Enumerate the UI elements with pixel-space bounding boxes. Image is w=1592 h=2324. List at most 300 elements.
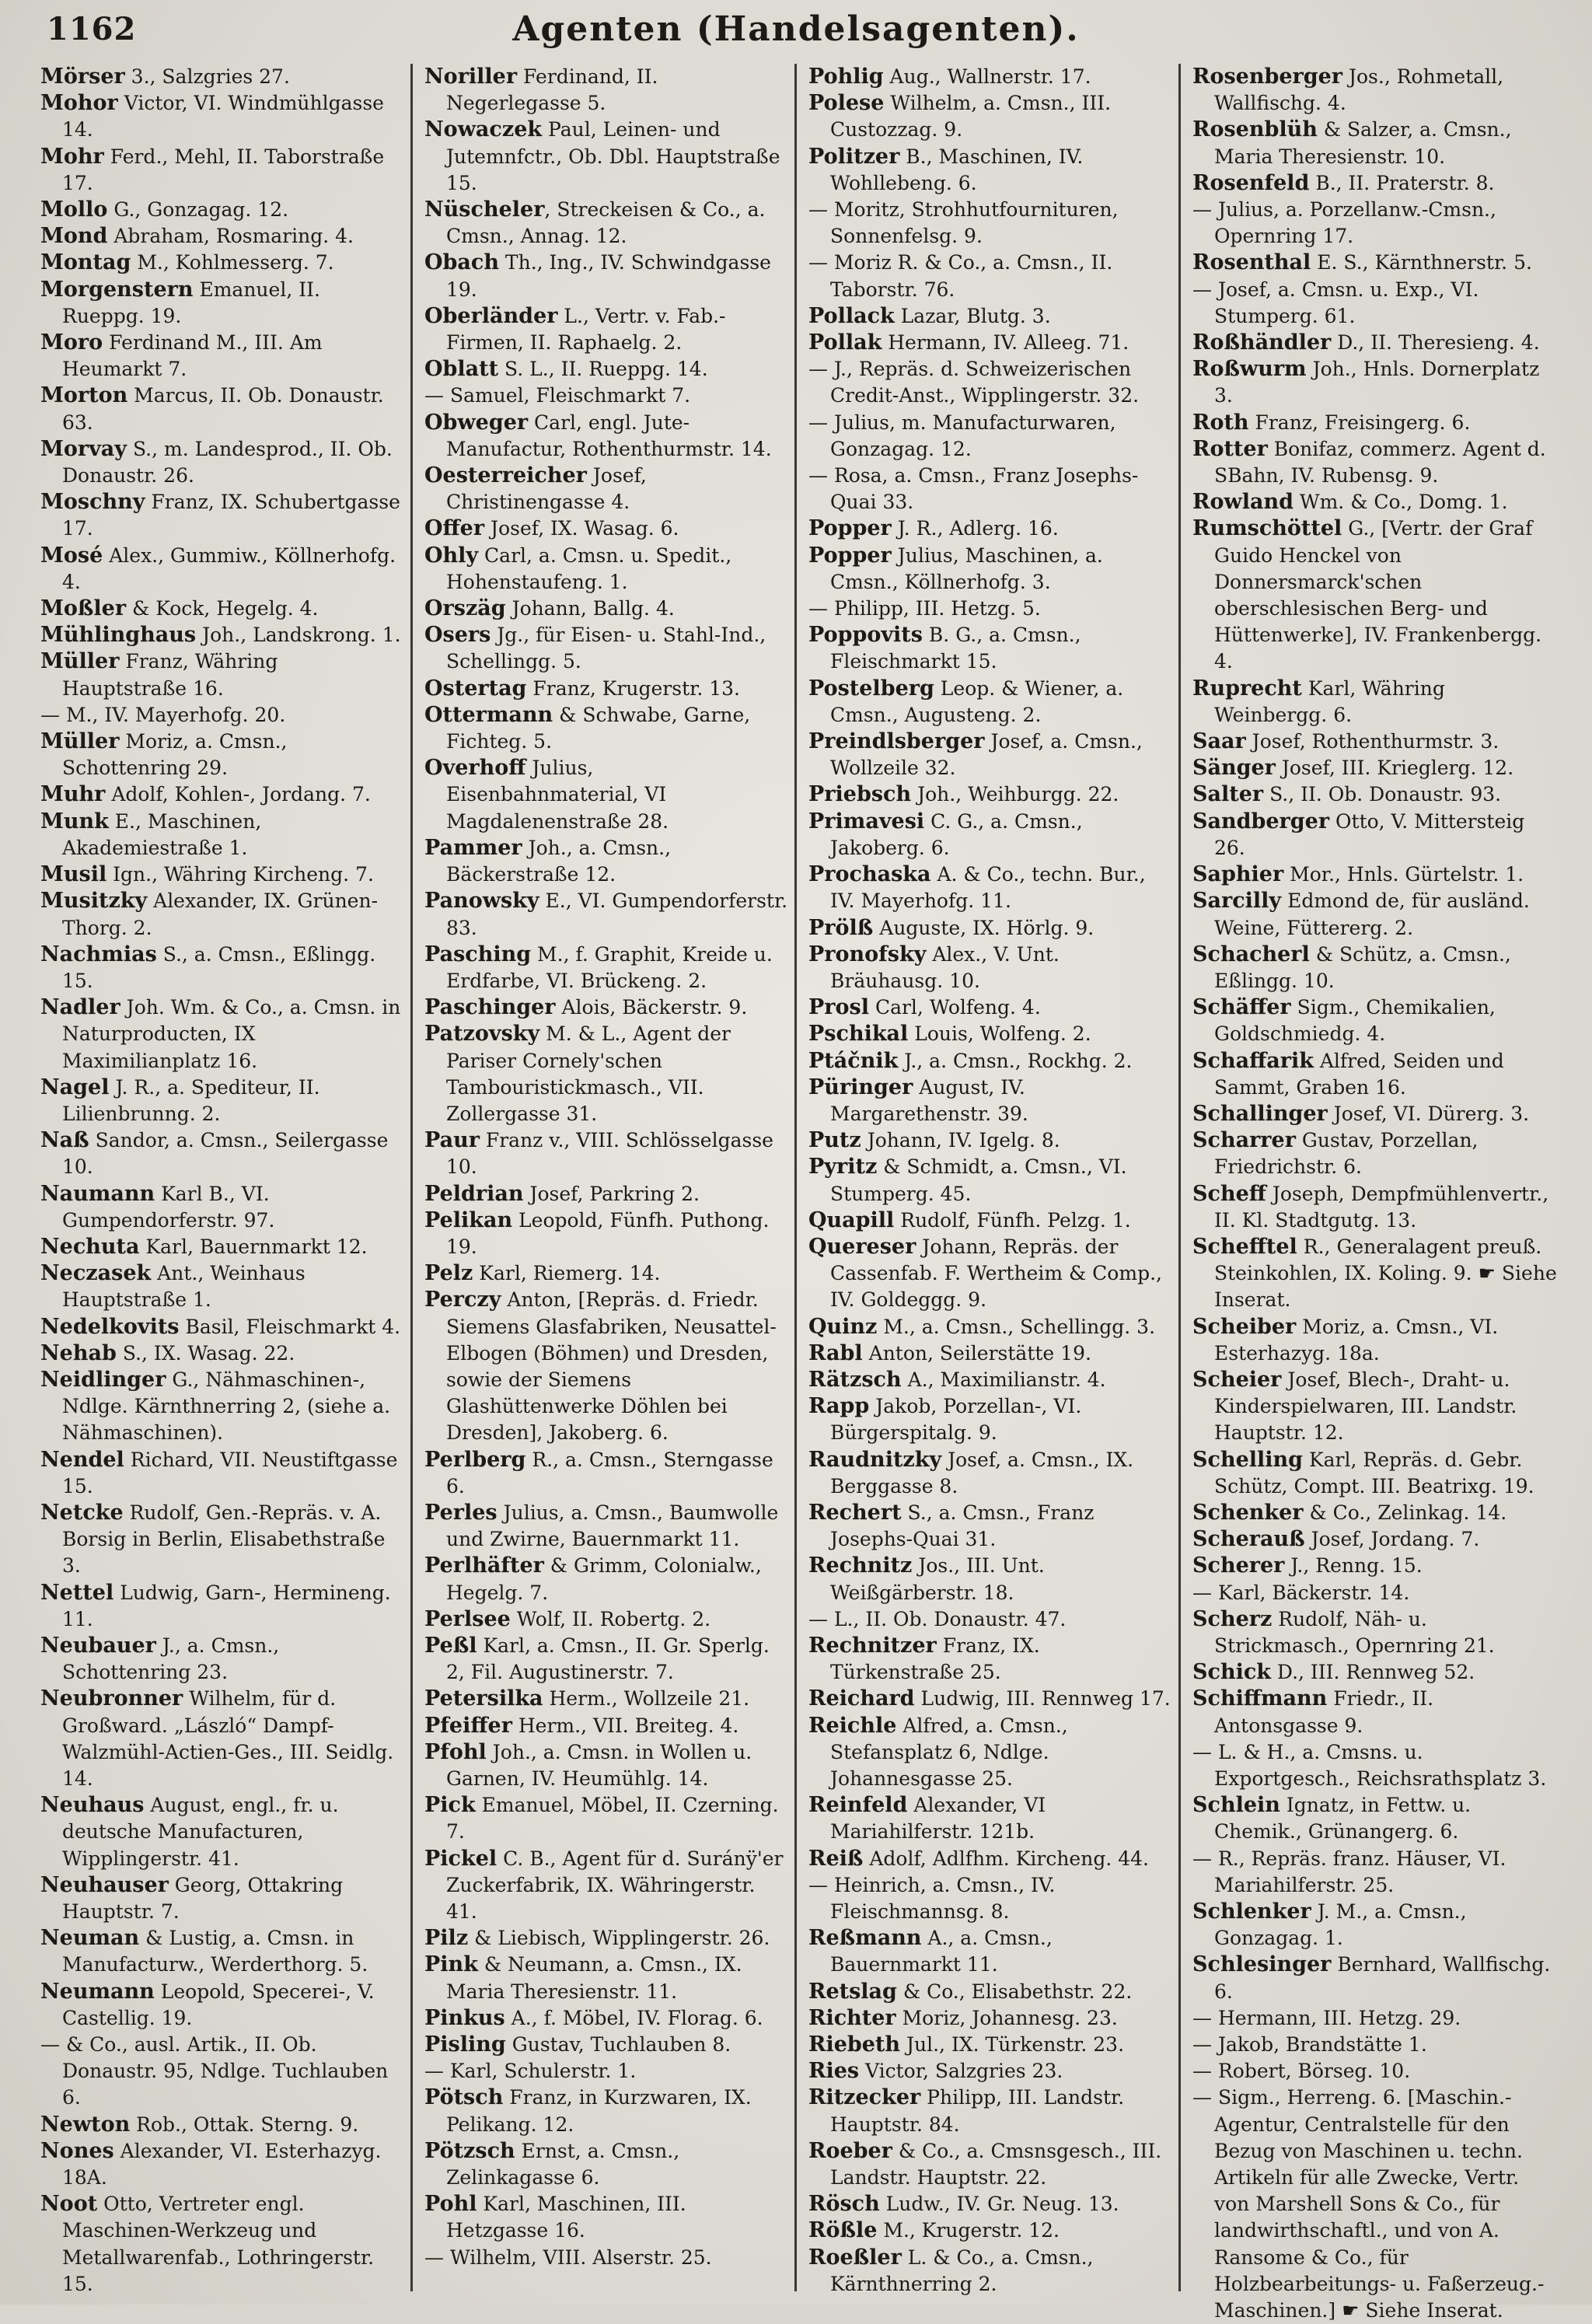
- entry-details: Franz, Freisingerg. 6.: [1248, 411, 1471, 434]
- entry-details: Alex., Gummiw., Köllnerhofg. 4.: [62, 543, 396, 593]
- entry-details: B., Maschinen, IV. Wohllebeng. 6.: [830, 145, 1084, 194]
- directory-entry: [40, 729, 406, 781]
- directory-entry: [808, 64, 1174, 90]
- entry-details: Rudolf, Gen.-Repräs. v. A. Borsig in Berlin, Elisabethstraße 3.: [62, 1501, 386, 1578]
- entry-details: J., a. Cmsn., Rockhg. 2.: [898, 1049, 1133, 1072]
- entry-details: Rudolf, Fünfh. Pelzg. 1.: [894, 1208, 1131, 1232]
- directory-entry: [1192, 410, 1558, 436]
- entry-details: Johann, Ballg. 4.: [505, 597, 675, 620]
- entry-details: Leop. & Wiener, a. Cmsn., Augusteng. 2.: [830, 676, 1124, 726]
- directory-entry: [1192, 117, 1558, 169]
- column-rule: [410, 64, 413, 2291]
- entry-details: Bernhard, Wallfischg. 6.: [1214, 1953, 1551, 2003]
- entry-details: L. & Co., a. Cmsn., Kärnthnerring 2.: [830, 2245, 1094, 2295]
- entry-name: Rechnitz: [808, 1553, 913, 1578]
- entry-name: Nedelkovits: [40, 1314, 180, 1339]
- entry-name: Rotter: [1192, 436, 1268, 461]
- entry-name: Roth: [1192, 410, 1249, 435]
- entry-details: Jos., Rohmetall, Wallfischg. 4.: [1214, 65, 1504, 115]
- entry-name: Osers: [424, 623, 491, 648]
- directory-entry: [40, 64, 406, 90]
- entry-name: Rowland: [1192, 490, 1294, 515]
- directory-entry: [40, 1580, 406, 1633]
- entry-details: Leopold, Fünfh. Puthong. 19.: [446, 1208, 770, 1258]
- directory-entry: [424, 1633, 790, 1686]
- directory-entry: [40, 1979, 406, 2032]
- entry-name: Neubronner: [40, 1686, 183, 1711]
- entry-details: Aug., Wallnerstr. 17.: [883, 65, 1091, 88]
- entry-name: Pinkus: [424, 2005, 505, 2030]
- directory-entry: [424, 2138, 790, 2191]
- directory-entry: [424, 1686, 790, 1712]
- entry-details: Ludw., IV. Gr. Neug. 13.: [879, 2193, 1119, 2216]
- entry-details: S. L., II. Rueppg. 14.: [498, 358, 708, 381]
- entry-name: Nüscheler: [424, 197, 545, 222]
- entry-name: Rosenblüh: [1192, 117, 1318, 142]
- directory-entry: [808, 1925, 1174, 1978]
- entry-details: Johann, IV. Igelg. 8.: [861, 1129, 1060, 1152]
- entry-details: Karl, Maschinen, III. Hetzgasse 16.: [446, 2193, 686, 2242]
- directory-entry: [808, 1713, 1174, 1793]
- entry-details: Richard, VII. Neustiftgasse 15.: [62, 1448, 398, 1497]
- directory-entry: [808, 596, 1174, 622]
- directory-entry: [424, 1925, 790, 1952]
- entry-details: Victor, Salzgries 23.: [859, 2060, 1063, 2083]
- entry-details: Carl, a. Cmsn. u. Spedit., Hohenstaufeng. 1.: [446, 543, 732, 593]
- entry-details: M., a. Cmsn., Schellingg. 3.: [877, 1315, 1156, 1338]
- entry-name: Rößle: [808, 2218, 878, 2243]
- entry-details: Ludwig, III. Rennweg 17.: [914, 1687, 1171, 1711]
- entry-details: Alexander, IX. Grünen-Thorg. 2.: [62, 889, 379, 939]
- entry-details: Ignatz, in Fettw. u. Chemik., Grünangerg. 6.: [1214, 1794, 1472, 1843]
- entry-name: Mörser: [40, 65, 125, 89]
- entry-name: Rechnitzer: [808, 1633, 937, 1658]
- entry-details: Alois, Bäckerstr. 9.: [555, 996, 748, 1019]
- directory-entry: [424, 1846, 790, 1926]
- entry-details: Jg., für Eisen- u. Stahl-Ind., Schellingg. 5.: [446, 624, 766, 673]
- entry-details: S., m. Landesprod., II. Ob. Donaustr. 26.: [62, 437, 393, 488]
- directory-entry: [40, 1925, 406, 1978]
- entry-details: E., Maschinen, Akademiestraße 1.: [62, 809, 262, 859]
- entry-name: Peßl: [424, 1633, 477, 1658]
- entry-details: Karl, Währing Weinbergg. 6.: [1214, 676, 1445, 726]
- directory-entry: [424, 1287, 790, 1446]
- entry-details: L., Vertr. v. Fab.-Firmen, II. Raphaelg. 2.: [446, 304, 726, 355]
- entry-name: Preindlsberger: [808, 729, 985, 754]
- entry-name: Scherer: [1192, 1553, 1285, 1578]
- directory-entry: [424, 1792, 790, 1845]
- entry-details: Jos., III. Unt. Weißgärberstr. 18.: [830, 1554, 1045, 1604]
- directory-entry: [40, 1792, 406, 1872]
- directory-entry: [808, 915, 1174, 942]
- entry-name: Noriller: [424, 65, 518, 89]
- directory-entry: [1192, 64, 1558, 117]
- entry-name: Mosé: [40, 543, 103, 568]
- directory-entry: [1192, 356, 1558, 409]
- entry-details: J. R., Adlerg. 16.: [891, 517, 1059, 540]
- directory-entry: [808, 543, 1174, 596]
- directory-entry: [424, 1181, 790, 1207]
- directory-entry: [808, 1606, 1174, 1633]
- entry-details: August, IV. Margarethenstr. 39.: [830, 1075, 1028, 1125]
- entry-name: Pammer: [424, 835, 522, 860]
- directory-entry: [808, 1127, 1174, 1154]
- entry-details: Louis, Wolfeng. 2.: [908, 1022, 1091, 1046]
- entry-details: — Rosa, a. Cmsn., Franz Josephs-Quai 33.: [808, 464, 1139, 514]
- entry-details: Franz, IX. Schubertgasse 17.: [62, 491, 400, 540]
- entry-details: J. M., a. Cmsn., Gonzagag. 1.: [1214, 1900, 1467, 1950]
- entry-name: Muhr: [40, 782, 106, 807]
- directory-entry: [40, 543, 406, 596]
- directory-entry: [40, 1181, 406, 1234]
- directory-entry: [1192, 1127, 1558, 1180]
- entry-name: Ries: [808, 2059, 860, 2084]
- directory-entry: [1192, 489, 1558, 515]
- entry-details: — Moriz R. & Co., a. Cmsn., II. Taborstr. 76.: [808, 251, 1113, 301]
- entry-name: Newton: [40, 2112, 131, 2137]
- entry-name: Reiß: [808, 1846, 864, 1871]
- directory-entry: [808, 303, 1174, 330]
- entry-name: Quapill: [808, 1207, 895, 1232]
- directory-entry: [424, 1739, 790, 1792]
- entry-details: Auguste, IX. Hörlg. 9.: [873, 916, 1094, 939]
- directory-entry: [1192, 515, 1558, 675]
- directory-entry: [808, 1792, 1174, 1845]
- entry-details: — Hermann, III. Hetzg. 29.: [1192, 2006, 1461, 2029]
- entry-details: — J., Repräs. d. Schweizerischen Credit-Anst., Wipplingerstr. 32.: [808, 358, 1140, 407]
- directory-entry: [40, 596, 406, 622]
- directory-entry: [808, 2058, 1174, 2085]
- entry-name: Oesterreicher: [424, 463, 587, 488]
- directory-entry: [40, 436, 406, 489]
- directory-entry: [424, 1713, 790, 1739]
- directory-entry: [40, 702, 406, 729]
- directory-entry: [424, 1021, 790, 1127]
- entry-name: Pollak: [808, 330, 882, 355]
- entry-name: Panowsky: [424, 889, 539, 914]
- directory-entry: [40, 2032, 406, 2112]
- entry-details: — Wilhelm, VIII. Alserstr. 25.: [424, 2245, 712, 2269]
- entry-details: Otto, Vertreter engl. Maschinen-Werkzeug und Metallwarenfab., Lothringerstr. 15.: [62, 2193, 375, 2295]
- entry-name: Rapp: [808, 1394, 870, 1419]
- directory-entry: [808, 1633, 1174, 1686]
- entry-details: M., Krugerstr. 12.: [877, 2219, 1060, 2242]
- entry-details: Josef, Christinengasse 4.: [446, 464, 647, 514]
- directory-entry: [424, 117, 790, 197]
- entry-details: Gustav, Tuchlauben 8.: [505, 2033, 731, 2057]
- entry-name: Pink: [424, 1952, 478, 1977]
- entry-details: D., II. Theresieng. 4.: [1331, 331, 1540, 355]
- directory-entry: [40, 809, 406, 861]
- entry-name: Peldrian: [424, 1181, 524, 1206]
- directory-entry: [424, 515, 790, 542]
- entry-details: Franz, Krugerstr. 13.: [526, 676, 740, 700]
- directory-entry: [1192, 1048, 1558, 1101]
- entry-name: Moßler: [40, 596, 127, 621]
- directory-entry: [424, 2191, 790, 2244]
- entry-details: Wilhelm, für d. Großward. „László“ Dampf-Walzmühl-Actien-Ges., III. Seidlg. 14.: [62, 1687, 394, 1790]
- directory-entry: [424, 702, 790, 755]
- directory-entry: [1192, 994, 1558, 1047]
- entry-name: Sänger: [1192, 756, 1276, 781]
- entry-details: Josef, Rothenthurmstr. 3.: [1245, 730, 1499, 753]
- entry-details: Josef, IX. Wasag. 6.: [484, 517, 679, 540]
- directory-entry: [808, 1553, 1174, 1606]
- entry-name: Reichard: [808, 1686, 915, 1711]
- entry-name: Poppovits: [808, 623, 923, 648]
- entry-details: Edmond de, für ausländ. Weine, Füttererg. 2.: [1214, 889, 1530, 939]
- entry-details: M. & L., Agent der Pariser Cornely'schen Tambouristickmasch., VII. Zollergasse 31.: [446, 1022, 731, 1125]
- column-rule: [794, 64, 797, 2291]
- entry-details: J., Renng. 15.: [1284, 1554, 1423, 1578]
- directory-entry: [40, 2191, 406, 2298]
- directory-entry: [808, 463, 1174, 515]
- entry-name: Ostertag: [424, 676, 527, 701]
- directory-entry: [808, 2245, 1174, 2298]
- entry-details: & Salzer, a. Cmsn., Maria Theresienstr. 10.: [1214, 118, 1512, 168]
- entry-name: Ohly: [424, 543, 479, 568]
- directory-entry: [424, 2058, 790, 2085]
- entry-name: Rabl: [808, 1340, 863, 1365]
- entry-details: J., a. Cmsn., Schottenring 23.: [62, 1634, 280, 1684]
- directory-entry: [40, 861, 406, 888]
- entry-details: & Liebisch, Wipplingerstr. 26.: [468, 1927, 770, 1950]
- entry-name: Sandberger: [1192, 809, 1330, 833]
- entry-name: Naumann: [40, 1181, 155, 1206]
- directory-entry: [40, 2112, 406, 2138]
- entry-name: Nones: [40, 2138, 114, 2163]
- directory-entry: [808, 250, 1174, 302]
- entry-details: , Streckeisen & Co., a. Cmsn., Annag. 12.: [446, 198, 766, 248]
- entry-name: Pollack: [808, 303, 895, 328]
- directory-entry: [808, 90, 1174, 143]
- directory-entry: [1192, 755, 1558, 781]
- directory-entry: [424, 676, 790, 702]
- entry-details: Otto, V. Mittersteig 26.: [1214, 809, 1525, 859]
- directory-entry: [808, 1154, 1174, 1207]
- entry-details: Franz, in Kurzwaren, IX. Pelikang. 12.: [446, 2086, 752, 2136]
- entry-name: Sarcilly: [1192, 889, 1282, 914]
- directory-entry: [40, 1314, 406, 1340]
- entry-details: Josef, a. Cmsn., IX. Berggasse 8.: [830, 1448, 1134, 1497]
- directory-entry: [1192, 2032, 1558, 2058]
- entry-name: Nagel: [40, 1075, 110, 1099]
- directory-entry: [1192, 1899, 1558, 1952]
- entry-details: Joh., a. Cmsn. in Wollen u. Garnen, IV. Heumühlg. 14.: [446, 1740, 752, 1790]
- entry-details: Bonifaz, commerz. Agent d. SBahn, IV. Rubensg. 9.: [1214, 437, 1546, 488]
- entry-details: D., III. Rennweg 52.: [1270, 1661, 1475, 1684]
- directory-entry: [808, 1872, 1174, 1925]
- entry-details: Josef, a. Cmsn., Wollzeile 32.: [830, 730, 1143, 780]
- directory-entry: [808, 1500, 1174, 1553]
- directory-entry: [40, 330, 406, 383]
- entry-details: S., IX. Wasag. 22.: [116, 1341, 295, 1365]
- entry-details: Julius, Eisenbahnmaterial, VI Magdalenenstraße 28.: [446, 757, 669, 833]
- directory-entry: [424, 1952, 790, 2004]
- entry-name: Nowaczek: [424, 117, 543, 142]
- entry-details: Moriz, a. Cmsn., VI. Esterhazyg. 18a.: [1214, 1315, 1499, 1365]
- directory-entry: [40, 1127, 406, 1180]
- entry-name: Schenker: [1192, 1500, 1304, 1525]
- entry-name: Prosl: [808, 995, 869, 1020]
- entry-details: Jakob, Porzellan-, VI. Bürgerspitalg. 9.: [830, 1395, 1082, 1445]
- directory-entry: [40, 489, 406, 542]
- entry-name: Pohlig: [808, 65, 884, 89]
- entry-details: & Schwabe, Garne, Fichteg. 5.: [446, 703, 751, 753]
- entry-name: Ruprecht: [1192, 676, 1302, 701]
- entry-details: — R., Repräs. franz. Häuser, VI. Mariahilferstr. 25.: [1192, 1847, 1506, 1896]
- directory-entry: [424, 1606, 790, 1633]
- entry-name: Morvay: [40, 436, 127, 461]
- entry-name: Schlein: [1192, 1793, 1280, 1818]
- entry-details: Friedr., II. Antonsgasse 9.: [1214, 1687, 1434, 1737]
- entry-name: Mühlinghaus: [40, 623, 197, 648]
- entry-details: Georg, Ottakring Hauptstr. 7.: [62, 1873, 344, 1924]
- directory-entry: [1192, 781, 1558, 808]
- entry-name: Obweger: [424, 410, 529, 435]
- entry-details: Karl, Riemerg. 14.: [473, 1262, 661, 1285]
- directory-entry: [424, 410, 790, 463]
- entry-details: Herm., Wollzeile 21.: [543, 1687, 750, 1711]
- entry-details: Marcus, II. Ob. Donaustr. 63.: [62, 384, 384, 434]
- entry-name: Oblatt: [424, 357, 499, 382]
- entry-name: Munk: [40, 809, 109, 833]
- entry-name: Scheff: [1192, 1181, 1266, 1206]
- entry-name: Rumschöttel: [1192, 516, 1342, 541]
- directory-entry: [808, 2032, 1174, 2058]
- directory-entry: [808, 1234, 1174, 1314]
- entry-details: & Schütz, a. Cmsn., Eßlingg. 10.: [1214, 942, 1511, 992]
- entry-details: Karl, Bauernmarkt 12.: [139, 1235, 368, 1258]
- directory-entry: [808, 1048, 1174, 1075]
- entry-name: Mohor: [40, 91, 118, 116]
- directory-entry: [808, 2217, 1174, 2244]
- column-3: [808, 64, 1174, 2295]
- entry-name: Pötsch: [424, 2085, 504, 2110]
- entry-name: Pronofsky: [808, 942, 927, 966]
- directory-entry: [1192, 1101, 1558, 1127]
- entry-details: & Grimm, Colonialw., Hegelg. 7.: [446, 1554, 762, 1604]
- directory-entry: [808, 861, 1174, 914]
- entry-details: Lazar, Blutg. 3.: [894, 304, 1051, 327]
- entry-details: — M., IV. Mayerhofg. 20.: [40, 703, 286, 726]
- entry-details: A., a. Cmsn., Bauernmarkt 11.: [830, 1927, 1053, 1976]
- entry-details: & Co., a. Cmsnsgesch., III. Landstr. Hauptstr. 22.: [830, 2139, 1162, 2189]
- entry-details: & Lustig, a. Cmsn. in Manufacturw., Werderthorg. 5.: [62, 1927, 368, 1976]
- entry-details: S., II. Ob. Donaustr. 93.: [1263, 783, 1502, 806]
- directory-entry: [1192, 676, 1558, 729]
- directory-entry: [424, 356, 790, 383]
- entry-name: Pilz: [424, 1926, 469, 1951]
- directory-entry: [808, 622, 1174, 675]
- directory-entry: [40, 144, 406, 197]
- entry-name: Perlberg: [424, 1447, 526, 1472]
- directory-entry: [40, 223, 406, 250]
- directory-entry: [1192, 809, 1558, 861]
- running-head: Agenten (Handelsagenten).: [512, 9, 1080, 49]
- entry-name: Postelberg: [808, 676, 934, 701]
- entry-name: Popper: [808, 543, 892, 568]
- entry-name: Orszäg: [424, 596, 506, 621]
- directory-entry: [424, 1260, 790, 1287]
- entry-name: Püringer: [808, 1075, 913, 1099]
- directory-entry: [1192, 888, 1558, 941]
- entry-name: Pfeiffer: [424, 1713, 512, 1738]
- entry-details: August, engl., fr. u. deutsche Manufacturen, Wipplingerstr. 41.: [62, 1794, 339, 1870]
- directory-entry: [808, 410, 1174, 463]
- directory-entry: [424, 2245, 790, 2271]
- directory-entry: [1192, 1686, 1558, 1739]
- entry-name: Schlesinger: [1192, 1952, 1332, 1977]
- directory-entry: [40, 1500, 406, 1580]
- directory-entry: [424, 2085, 790, 2137]
- entry-details: Joh., a. Cmsn., Bäckerstraße 12.: [446, 836, 672, 886]
- directory-entry: [1192, 2085, 1558, 2324]
- directory-entry: [1192, 1234, 1558, 1314]
- entry-details: Sigm., Chemikalien, Goldschmiedg. 4.: [1214, 996, 1496, 1046]
- directory-entry: [1192, 1739, 1558, 1792]
- directory-entry: [40, 648, 406, 701]
- entry-details: — Heinrich, a. Cmsn., IV. Fleischmannsg. 8.: [808, 1873, 1056, 1924]
- entry-details: Wolf, II. Robertg. 2.: [510, 1607, 711, 1630]
- directory-entry: [808, 356, 1174, 409]
- directory-entry: [1192, 1553, 1558, 1579]
- entry-details: — Karl, Schulerstr. 1.: [424, 2060, 637, 2083]
- entry-name: Pohl: [424, 2192, 477, 2217]
- directory-entry: [808, 1393, 1174, 1446]
- directory-entry: [1192, 1952, 1558, 2004]
- entry-name: Ottermann: [424, 702, 553, 727]
- entry-name: Pisling: [424, 2032, 506, 2057]
- directory-entry: [808, 2138, 1174, 2191]
- directory-entry: [40, 1447, 406, 1500]
- entry-name: Pasching: [424, 942, 532, 966]
- entry-name: Neuhauser: [40, 1872, 169, 1897]
- directory-entry: [1192, 277, 1558, 330]
- entry-name: Schaffarik: [1192, 1048, 1314, 1073]
- entry-details: Carl, Wolfeng. 4.: [869, 996, 1041, 1019]
- entry-name: Rosenthal: [1192, 250, 1311, 275]
- entry-details: C. G., a. Cmsn., Jakoberg. 6.: [830, 809, 1083, 859]
- directory-entry: [1192, 2058, 1558, 2085]
- entry-name: Quereser: [808, 1234, 916, 1259]
- directory-entry: [1192, 250, 1558, 276]
- directory-entry: [808, 1367, 1174, 1393]
- entry-name: Ptáčnik: [808, 1048, 899, 1073]
- entry-name: Pfohl: [424, 1739, 487, 1764]
- entry-details: Adolf, Kohlen-, Jordang. 7.: [105, 783, 371, 806]
- entry-name: Netcke: [40, 1500, 124, 1525]
- entry-details: — Samuel, Fleischmarkt 7.: [424, 384, 691, 407]
- entry-details: Ernst, a. Cmsn., Zelinkagasse 6.: [446, 2139, 680, 2189]
- directory-entry: [424, 1553, 790, 1606]
- directory-entry: [808, 809, 1174, 861]
- entry-details: Alfred, a. Cmsn., Stefansplatz 6, Ndlge. Johannesgasse 25.: [830, 1714, 1068, 1790]
- entry-details: Julius, Maschinen, a. Cmsn., Köllnerhofg. 3.: [830, 543, 1103, 593]
- entry-name: Politzer: [808, 144, 900, 169]
- entry-details: S., a. Cmsn., Franz Josephs-Quai 31.: [830, 1501, 1094, 1551]
- entry-name: Neuman: [40, 1926, 140, 1951]
- entry-name: Morton: [40, 383, 128, 408]
- entry-details: B., II. Praterstr. 8.: [1309, 171, 1495, 194]
- entry-name: Schiffmann: [1192, 1686, 1328, 1711]
- directory-entry: [40, 250, 406, 276]
- directory-entry: [1192, 170, 1558, 197]
- entry-name: Pschikal: [808, 1022, 909, 1047]
- entry-details: & Neumann, a. Cmsn., IX. Maria Theresienstr. 11.: [446, 1953, 742, 2003]
- entry-details: Alex., V. Unt. Bräuhausg. 10.: [830, 942, 1060, 992]
- directory-entry: [40, 1340, 406, 1367]
